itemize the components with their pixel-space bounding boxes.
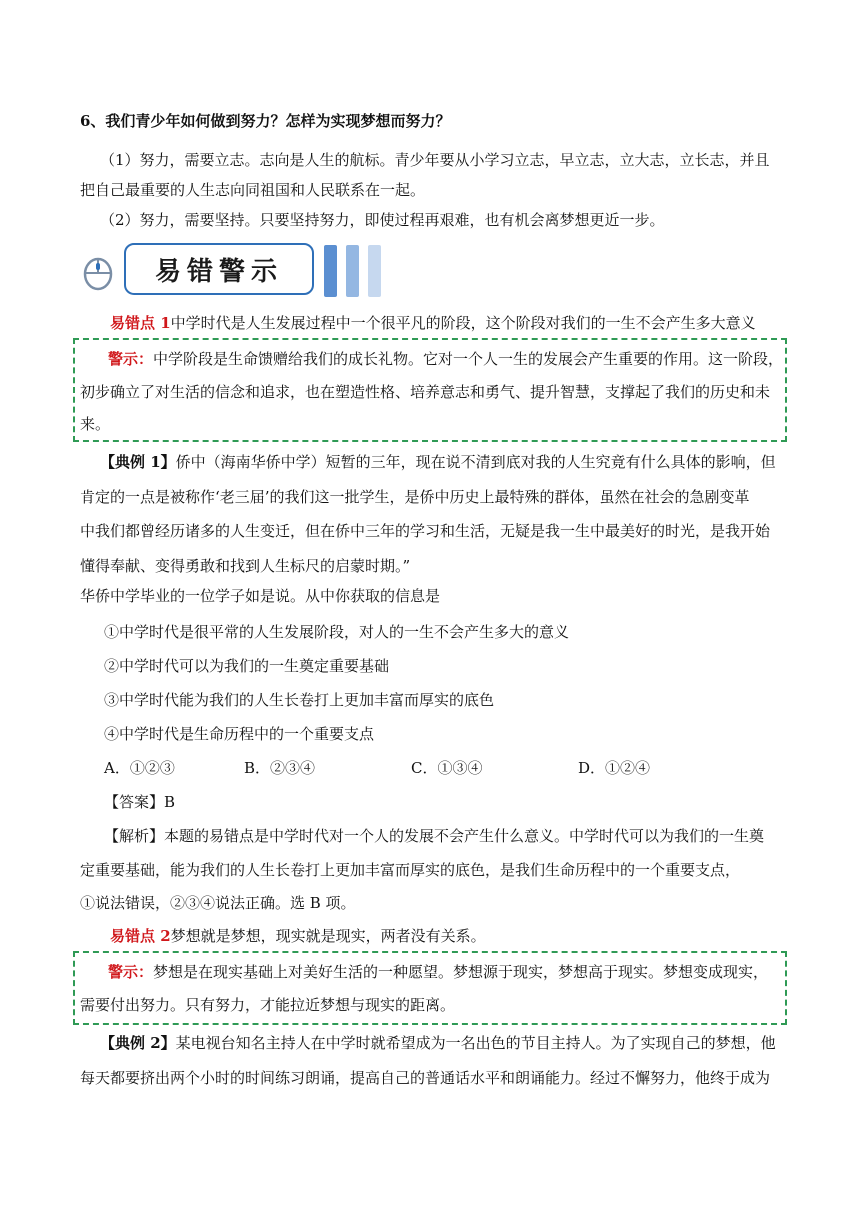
example-1-choice-d: D．①②④ xyxy=(578,759,651,777)
mistake-point-1 xyxy=(110,313,756,333)
example-1-text-1: 侨中（海南华侨中学）短暂的三年，现在说不清到底对我的人生究竟有什么具体的影响，但 xyxy=(175,453,776,471)
banner-bar-3 xyxy=(368,245,381,297)
example-1-analysis-3: ①说法错误，②③④说法正确。选 B 项。 xyxy=(80,894,356,912)
example-1-answer: 【答案】B xyxy=(104,793,176,811)
warning-1-label: 警示： xyxy=(108,350,154,368)
example-1-option-2: ②中学时代可以为我们的一生奠定重要基础 xyxy=(104,657,390,675)
warning-1-line-3: 来。 xyxy=(80,415,111,433)
question-6-title: 6、我们青少年如何做到努力？怎样为实现梦想而努力？ xyxy=(80,112,451,130)
mistake-point-1-label: 易错点 1 xyxy=(110,314,171,332)
mistake-point-2 xyxy=(110,926,486,946)
banner-bar-2 xyxy=(346,245,359,297)
mistake-point-2-label: 易错点 2 xyxy=(110,927,171,945)
example-2-label: 【典例 2】 xyxy=(100,1034,176,1052)
warning-2-text-1: 梦想是在现实基础上对美好生活的一种愿望。梦想源于现实，梦想高于现实。梦想变成现实， xyxy=(153,963,769,981)
warning-2-label: 警示： xyxy=(108,963,154,981)
example-1-line-5: 华侨中学毕业的一位学子如是说。从中你获取的信息是 xyxy=(80,587,441,605)
banner-label: 易错警示 xyxy=(124,243,314,295)
mouse-icon xyxy=(80,253,116,291)
example-2-text-1: 某电视台知名主持人在中学时就希望成为一名出色的节目主持人。为了实现自己的梦想，他 xyxy=(175,1034,776,1052)
q6-paragraph-1-cont: 把自己最重要的人生志向同祖国和人民联系在一起。 xyxy=(80,181,426,199)
example-1-option-1: ①中学时代是很平常的人生发展阶段，对人的一生不会产生多大的意义 xyxy=(104,623,570,641)
warning-1-text-1: 中学阶段是生命馈赠给我们的成长礼物。它对一个人一生的发展会产生重要的作用。这一阶段， xyxy=(153,350,784,368)
example-1-label: 【典例 1】 xyxy=(100,453,176,471)
example-1-choice-c: C．①③④ xyxy=(411,759,483,777)
example-1-analysis-2: 定重要基础，能为我们的人生长卷打上更加丰富而厚实的底色，是我们生命历程中的一个重要支点， xyxy=(80,861,741,879)
example-1-line-4: 懂得奉献、变得勇敢和找到人生标尺的启蒙时期。” xyxy=(80,557,411,575)
example-1-analysis-1: 【解析】本题的易错点是中学时代对一个人的发展不会产生什么意义。中学时代可以为我们的一生奠 xyxy=(104,827,765,845)
q6-paragraph-2: （2）努力，需要坚持。只要坚持努力，即使过程再艰难，也有机会离梦想更近一步。 xyxy=(100,211,665,229)
example-2-line-1 xyxy=(100,1033,776,1053)
warning-2-line-1 xyxy=(108,962,768,982)
example-1-choice-b: B．②③④ xyxy=(244,759,316,777)
warning-2-line-2: 需要付出努力。只有努力，才能拉近梦想与现实的距离。 xyxy=(80,996,456,1014)
example-1-line-3: 中我们都曾经历诸多的人生变迁，但在侨中三年的学习和生活，无疑是我一生中最美好的时光，是我开始 xyxy=(80,522,771,540)
warning-1-line-2: 初步确立了对生活的信念和追求，也在塑造性格、培养意志和勇气、提升智慧，支撑起了我们的历史和未 xyxy=(80,383,771,401)
warning-1-line-1 xyxy=(108,349,783,369)
example-1-option-4: ④中学时代是生命历程中的一个重要支点 xyxy=(104,725,375,743)
example-1-choice-a: A．①②③ xyxy=(104,759,175,777)
example-1-option-3: ③中学时代能为我们的人生长卷打上更加丰富而厚实的底色 xyxy=(104,691,495,709)
example-2-line-2: 每天都要挤出两个小时的时间练习朗诵，提高自己的普通话水平和朗诵能力。经过不懈努力，他终于成为 xyxy=(80,1069,771,1087)
q6-paragraph-1: （1）努力，需要立志。志向是人生的航标。青少年要从小学习立志，早立志，立大志，立长志，并且 xyxy=(100,151,770,169)
example-1-line-1 xyxy=(100,452,776,472)
example-1-line-2: 肯定的一点是被称作‘老三届’的我们这一批学生，是侨中历史上最特殊的群体，虽然在社会的急剧变革 xyxy=(80,488,750,506)
banner-bar-1 xyxy=(324,245,337,297)
mistake-point-2-text: 梦想就是梦想，现实就是现实，两者没有关系。 xyxy=(170,927,486,945)
mistake-point-1-text: 中学时代是人生发展过程中一个很平凡的阶段，这个阶段对我们的一生不会产生多大意义 xyxy=(170,314,756,332)
